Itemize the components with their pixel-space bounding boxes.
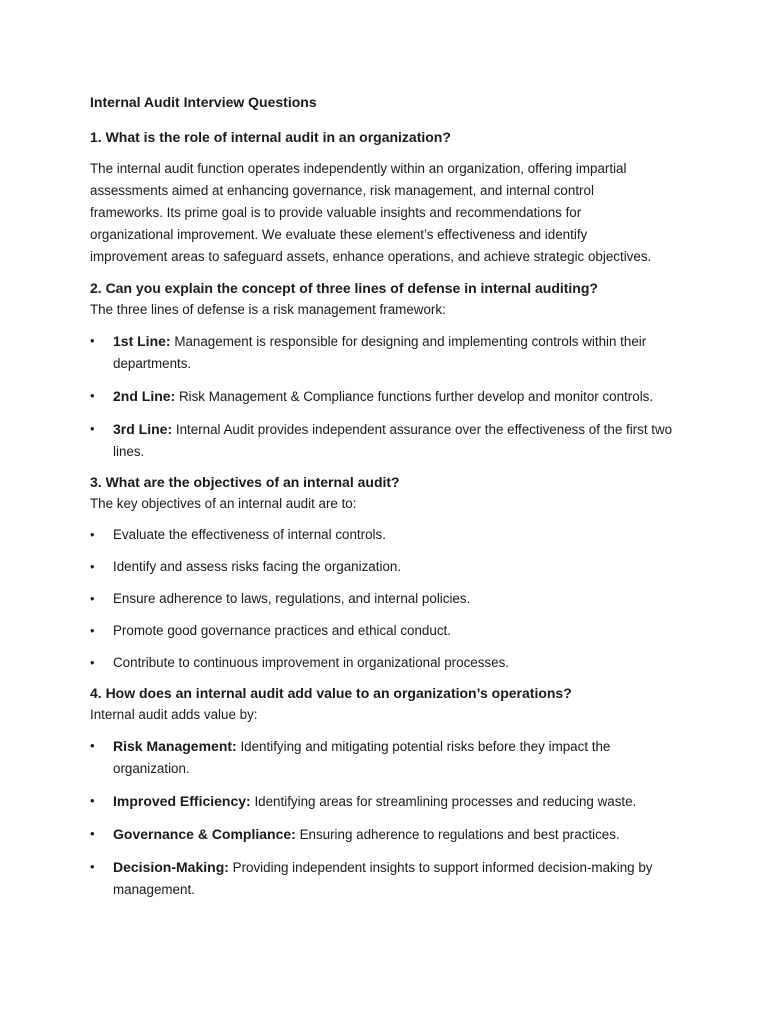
list-item xyxy=(90,620,680,642)
answer-1-line: The internal audit function operates independently within an organization, offering impartial xyxy=(90,161,627,176)
answer-1-line: frameworks. Its prime goal is to provide valuable insights and recommendations for xyxy=(90,205,582,220)
list-item-text: Identifying areas for streamlining processes and reducing waste. xyxy=(254,794,637,809)
document-page xyxy=(90,92,680,910)
bullet-icon: • xyxy=(90,591,95,606)
list-item-term: Risk Management: xyxy=(113,738,237,754)
question-2: 2. Can you explain the concept of three lines of defense in internal auditing? xyxy=(90,280,598,296)
answer-3-intro: The key objectives of an internal audit are to: xyxy=(90,496,357,511)
list-item-text: Internal Audit provides independent assurance over the effectiveness of the first two lines. xyxy=(113,422,673,459)
bullet-icon: • xyxy=(90,421,95,436)
list-item xyxy=(90,652,680,674)
list-item xyxy=(90,856,680,901)
list-item-term: Decision-Making: xyxy=(113,859,229,875)
bullet-icon: • xyxy=(90,793,95,808)
objectives-list xyxy=(90,524,680,674)
bullet-icon: • xyxy=(90,738,95,753)
list-item xyxy=(90,735,680,780)
bullet-icon: • xyxy=(90,859,95,874)
bullet-icon: • xyxy=(90,333,95,348)
list-item-term: Governance & Compliance: xyxy=(113,826,296,842)
list-item-text: Identifying and mitigating potential risks before they impact the organization. xyxy=(113,739,611,776)
three-lines-list xyxy=(90,330,680,463)
question-4: 4. How does an internal audit add value to an organization’s operations? xyxy=(90,685,572,701)
question-3: 3. What are the objectives of an internal audit? xyxy=(90,474,400,490)
answer-1-line: organizational improvement. We evaluate these element’s effectiveness and identify xyxy=(90,227,588,242)
list-item xyxy=(90,385,680,408)
list-item-text: Management is responsible for designing and implementing controls within their departments. xyxy=(113,334,647,371)
list-item xyxy=(90,524,680,546)
list-item-text: Providing independent insights to support informed decision-making by management. xyxy=(113,860,653,897)
list-item-text: Risk Management & Compliance functions further develop and monitor controls. xyxy=(178,389,654,404)
list-item-text: Ensuring adherence to regulations and best practices. xyxy=(299,827,620,842)
list-item xyxy=(90,790,680,813)
bullet-icon: • xyxy=(90,559,95,574)
list-item-term: 2nd Line: xyxy=(113,388,176,404)
list-item-text: Evaluate the effectiveness of internal controls. xyxy=(113,527,386,542)
answer-1-paragraph xyxy=(90,158,680,268)
answer-4-intro: Internal audit adds value by: xyxy=(90,707,258,722)
answer-1-line: assessments aimed at enhancing governance, risk management, and internal control xyxy=(90,183,594,198)
list-item-term: 1st Line: xyxy=(113,333,171,349)
list-item-text: Ensure adherence to laws, regulations, and internal policies. xyxy=(113,591,471,606)
list-item-term: 3rd Line: xyxy=(113,421,173,437)
list-item xyxy=(90,330,680,375)
list-item xyxy=(90,823,680,846)
list-item-text: Promote good governance practices and ethical conduct. xyxy=(113,623,451,638)
list-item xyxy=(90,588,680,610)
answer-1-line: improvement areas to safeguard assets, enhance operations, and achieve strategic objectives. xyxy=(90,249,652,264)
list-item-text: Contribute to continuous improvement in organizational processes. xyxy=(113,655,509,670)
bullet-icon: • xyxy=(90,623,95,638)
bullet-icon: • xyxy=(90,655,95,670)
list-item xyxy=(90,556,680,578)
list-item-text: Identify and assess risks facing the organization. xyxy=(113,559,402,574)
answer-2-intro: The three lines of defense is a risk management framework: xyxy=(90,302,446,317)
bullet-icon: • xyxy=(90,527,95,542)
bullet-icon: • xyxy=(90,388,95,403)
value-add-list xyxy=(90,735,680,901)
document-title: Internal Audit Interview Questions xyxy=(90,94,317,110)
list-item-term: Improved Efficiency: xyxy=(113,793,251,809)
list-item xyxy=(90,418,680,463)
question-1: 1. What is the role of internal audit in an organization? xyxy=(90,129,451,145)
bullet-icon: • xyxy=(90,826,95,841)
